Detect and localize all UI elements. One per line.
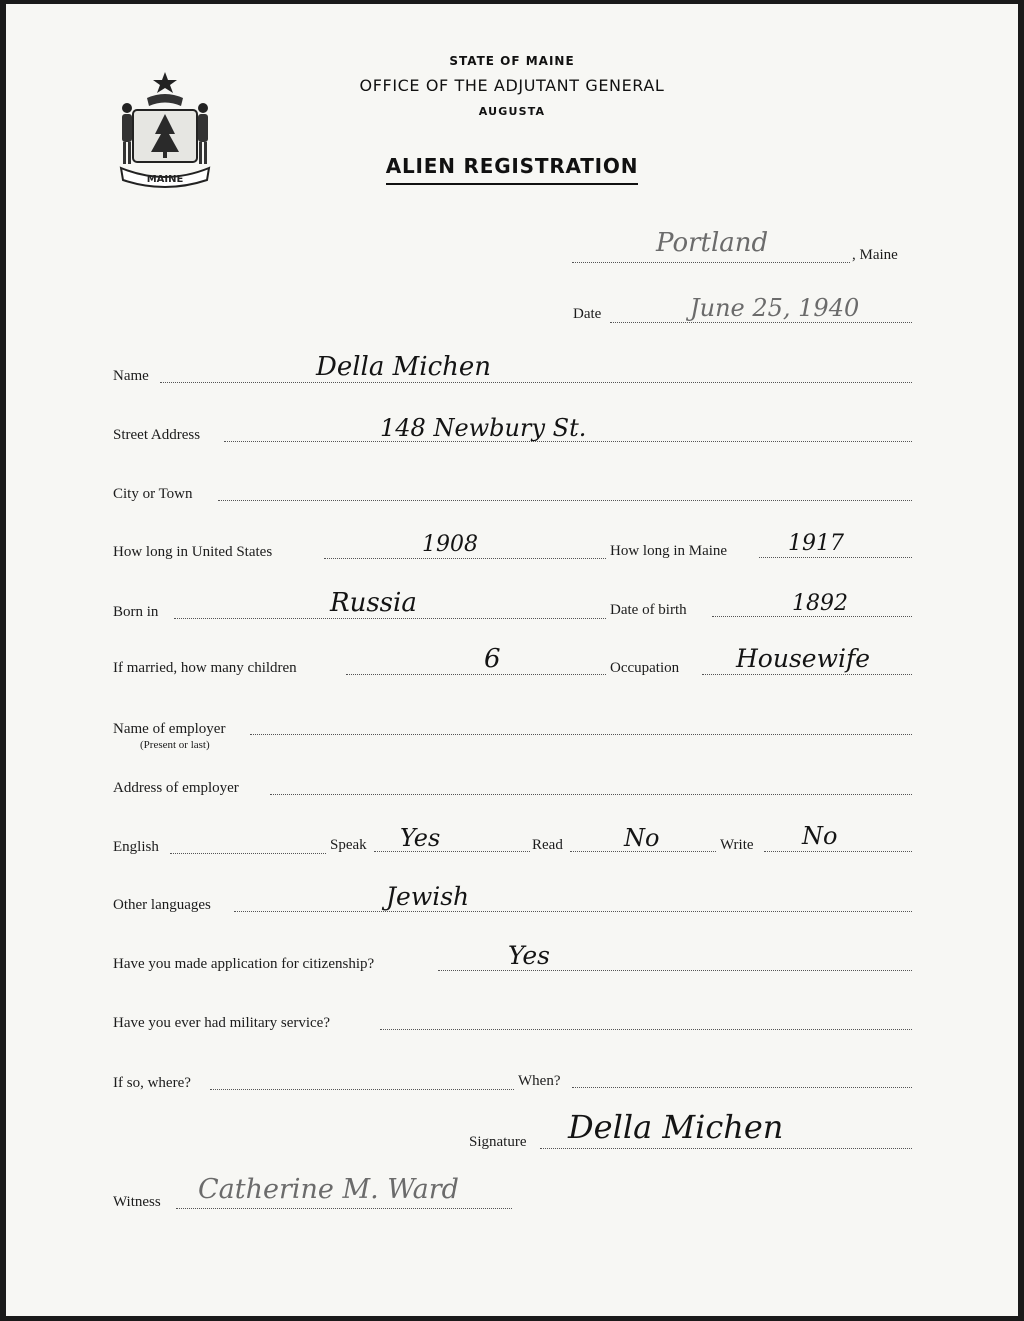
when-label: When? [518, 1073, 561, 1089]
date-label: Date [573, 306, 602, 322]
read-value: No [624, 824, 660, 852]
date-of-birth-value: 1892 [792, 591, 848, 616]
seal-banner-text: MAINE [146, 174, 184, 185]
date-line [610, 322, 912, 323]
name-line [160, 382, 912, 383]
witness-line [176, 1208, 512, 1209]
other-languages-value: Jewish [386, 882, 470, 911]
form-title-text: ALIEN REGISTRATION [386, 154, 639, 185]
how-long-us-label: How long in United States [113, 544, 273, 560]
born-in-label: Born in [113, 604, 159, 620]
employer-address-label: Address of employer [113, 780, 239, 796]
citizenship-label: Have you made application for citizenship? [113, 956, 375, 972]
speak-line [374, 851, 530, 852]
occupation-value: Housewife [736, 644, 871, 673]
english-line [170, 853, 326, 854]
when-line [572, 1087, 912, 1088]
write-value: No [802, 822, 838, 850]
military-line [380, 1029, 912, 1030]
military-label: Have you ever had military service? [113, 1015, 330, 1031]
read-label: Read [532, 837, 563, 853]
citizenship-value: Yes [508, 941, 550, 970]
write-label: Write [720, 837, 754, 853]
city-or-town-line [218, 500, 912, 501]
date-of-birth-line [712, 616, 912, 617]
date-of-birth-label: Date of birth [610, 602, 687, 618]
how-long-maine-line [759, 557, 912, 558]
where-label: If so, where? [113, 1075, 191, 1091]
street-address-value: 148 Newbury St. [380, 414, 587, 442]
children-line [346, 674, 606, 675]
children-value: 6 [484, 644, 501, 674]
place-line [572, 262, 850, 263]
employer-name-label: Name of employer [113, 721, 226, 737]
how-long-maine-label: How long in Maine [610, 543, 728, 559]
signature-label: Signature [469, 1134, 527, 1150]
place-value: Portland [656, 228, 769, 258]
born-in-line [174, 618, 606, 619]
state-heading: STATE OF MAINE [449, 54, 575, 68]
employer-name-line [250, 734, 912, 735]
speak-value: Yes [400, 824, 441, 852]
name-value: Della Michen [316, 352, 492, 382]
where-line [210, 1089, 514, 1090]
form-title [6, 154, 1018, 178]
other-languages-line [234, 911, 912, 912]
how-long-maine-value: 1917 [788, 531, 844, 556]
street-address-label: Street Address [113, 427, 201, 443]
how-long-us-value: 1908 [422, 532, 478, 557]
witness-label: Witness [113, 1194, 161, 1210]
write-line [764, 851, 912, 852]
signature-line [540, 1148, 912, 1149]
employer-name-sublabel: (Present or last) [140, 739, 210, 751]
children-label: If married, how many children [113, 660, 297, 676]
how-long-us-line [324, 558, 606, 559]
english-label: English [113, 839, 159, 855]
employer-address-line [270, 794, 912, 795]
signature-value: Della Michen [568, 1108, 784, 1146]
city-or-town-label: City or Town [113, 486, 193, 502]
name-label: Name [113, 368, 149, 384]
place-suffix: , Maine [852, 247, 898, 263]
witness-value: Catherine M. Ward [198, 1174, 459, 1205]
occupation-label: Occupation [610, 660, 680, 676]
office-heading: OFFICE OF THE ADJUTANT GENERAL [359, 76, 665, 95]
speak-label: Speak [330, 837, 367, 853]
alien-registration-form [6, 4, 1018, 1316]
occupation-line [702, 674, 912, 675]
city-heading: AUGUSTA [478, 105, 546, 118]
born-in-value: Russia [330, 588, 417, 618]
other-languages-label: Other languages [113, 897, 211, 913]
citizenship-line [438, 970, 912, 971]
date-value: June 25, 1940 [690, 294, 860, 322]
